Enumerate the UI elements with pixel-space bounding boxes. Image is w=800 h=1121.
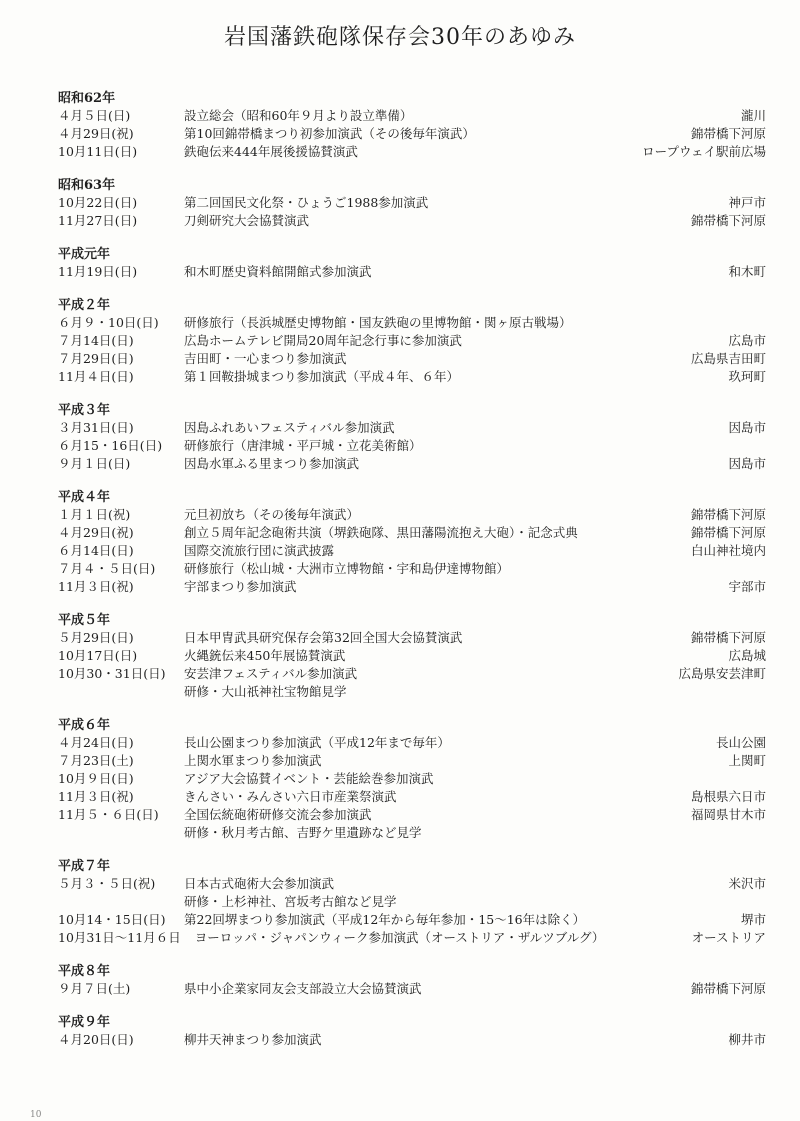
event-location xyxy=(760,770,766,788)
year-section xyxy=(58,90,766,161)
event-location: 福岡県甘木市 xyxy=(690,807,766,822)
event-row xyxy=(58,929,766,947)
event-date: ６月14日(日) xyxy=(58,543,134,558)
event-row xyxy=(58,419,766,437)
event-date: 10月30・31日(日) xyxy=(58,666,166,681)
event-row xyxy=(58,455,766,473)
event-row xyxy=(58,212,766,230)
event-row xyxy=(58,683,766,701)
event-location: 錦帯橋下河原 xyxy=(690,981,766,996)
event-location: 錦帯橋下河原 xyxy=(690,525,766,540)
event-row xyxy=(58,542,766,560)
era-heading: 平成８年 xyxy=(58,964,111,979)
event-description: 研修旅行（長浜城歴史博物館・国友鉄砲の里博物館・関ヶ原古戦場） xyxy=(184,315,572,330)
event-description: 吉田町・一心まつり参加演武 xyxy=(184,351,347,366)
event-location: 玖珂町 xyxy=(728,369,766,384)
event-row xyxy=(58,770,766,788)
event-date: 10月22日(日) xyxy=(58,195,138,210)
event-row xyxy=(58,314,766,332)
event-description: 日本甲冑武具研究保存会第32回全国大会協賛演武 xyxy=(184,630,463,645)
event-row xyxy=(58,107,766,125)
era-heading: 平成５年 xyxy=(58,613,111,628)
event-date xyxy=(58,683,184,701)
event-date: 10月11日(日) xyxy=(58,144,138,159)
year-section xyxy=(58,858,766,947)
event-description: 因島ふれあいフェスティバル参加演武 xyxy=(184,420,395,435)
event-date: ５月29日(日) xyxy=(58,630,134,645)
year-section xyxy=(58,489,766,596)
year-section xyxy=(58,297,766,386)
event-date: 11月27日(日) xyxy=(58,213,138,228)
event-location xyxy=(760,683,766,701)
event-location: 米沢市 xyxy=(728,876,766,891)
event-date: ５月３・５日(祝) xyxy=(58,876,156,891)
event-date: ７月４・５日(日) xyxy=(58,561,156,576)
event-description: 研修・上杉神社、宮坂考古館など見学 xyxy=(184,894,397,909)
year-section xyxy=(58,402,766,473)
event-location xyxy=(760,560,766,578)
event-row xyxy=(58,1031,766,1049)
era-heading: 昭和63年 xyxy=(58,178,116,193)
era-heading: 平成９年 xyxy=(58,1015,111,1030)
event-description: 長山公園まつり参加演武（平成12年まで毎年） xyxy=(184,735,450,750)
event-description: 和木町歴史資料館開館式参加演武 xyxy=(184,264,372,279)
era-heading: 平成６年 xyxy=(58,718,111,733)
event-description: 上関水軍まつり参加演武 xyxy=(184,753,322,768)
event-row xyxy=(58,125,766,143)
event-date xyxy=(58,824,184,842)
page-title: 岩国藩鉄砲隊保存会30年のあゆみ xyxy=(224,25,576,50)
event-description: 火縄銃伝来450年展協賛演武 xyxy=(184,648,346,663)
event-description: 設立総会（昭和60年９月より設立準備） xyxy=(184,108,413,123)
event-description: 研修旅行（松山城・大洲市立博物館・宇和島伊達博物館） xyxy=(184,561,510,576)
era-heading: 平成２年 xyxy=(58,298,111,313)
event-location: 瀧川 xyxy=(740,108,766,123)
event-row xyxy=(58,752,766,770)
event-date: ７月23日(土) xyxy=(58,753,134,768)
year-section xyxy=(58,612,766,701)
year-section xyxy=(58,246,766,281)
event-description: 柳井天神まつり参加演武 xyxy=(184,1032,322,1047)
event-row xyxy=(58,524,766,542)
event-date: ４月24日(日) xyxy=(58,735,134,750)
event-date: 10月31日～11月６日 xyxy=(58,930,181,945)
event-description: 研修・大山祇神社宝物館見学 xyxy=(184,684,347,699)
event-description: 第１回鞍掛城まつり参加演武（平成４年、６年） xyxy=(184,369,460,384)
event-description: 全国伝統砲術研修交流会参加演武 xyxy=(184,807,372,822)
event-description: 研修・秋月考古館、吉野ケ里遺跡など見学 xyxy=(184,825,422,840)
event-row xyxy=(58,143,766,161)
event-date: ６月15・16日(日) xyxy=(58,438,163,453)
era-heading: 平成４年 xyxy=(58,490,111,505)
event-location: 白山神社境内 xyxy=(690,543,766,558)
event-date: 11月３日(祝) xyxy=(58,789,134,804)
event-location: 堺市 xyxy=(740,912,766,927)
event-date: ７月29日(日) xyxy=(58,351,134,366)
event-description: 広島ホームテレビ開局20周年記念行事に参加演武 xyxy=(184,333,462,348)
event-date: ３月31日(日) xyxy=(58,420,134,435)
year-section xyxy=(58,1014,766,1049)
event-description: 第22回堺まつり参加演武（平成12年から毎年参加・15～16年は除く） xyxy=(184,912,586,927)
event-date: ４月20日(日) xyxy=(58,1032,134,1047)
event-date: 11月３日(祝) xyxy=(58,579,134,594)
event-row xyxy=(58,506,766,524)
event-date: ９月１日(日) xyxy=(58,456,131,471)
era-heading: 平成７年 xyxy=(58,859,111,874)
event-description: ヨーロッパ・ジャパンウィーク参加演武（オーストリア・ザルツブルグ） xyxy=(194,930,605,945)
event-date: 11月19日(日) xyxy=(58,264,138,279)
event-location: 錦帯橋下河原 xyxy=(690,126,766,141)
event-location: オーストリア xyxy=(691,930,766,945)
event-row xyxy=(58,824,766,842)
event-date: ６月９・10日(日) xyxy=(58,315,159,330)
event-description: 刀剣研究大会協賛演武 xyxy=(184,213,310,228)
event-location: 神戸市 xyxy=(728,195,766,210)
event-description: 創立５周年記念砲術共演（堺鉄砲隊、黒田藩陽流抱え大砲）・記念式典 xyxy=(184,525,578,540)
event-description: アジア大会協賛イベント・芸能絵巻参加演武 xyxy=(184,771,434,786)
event-date: ４月５日(日) xyxy=(58,108,131,123)
event-row xyxy=(58,806,766,824)
event-location xyxy=(760,437,766,455)
event-row xyxy=(58,647,766,665)
event-location: 因島市 xyxy=(728,456,766,471)
event-description: 国際交流旅行団に演武披露 xyxy=(184,543,335,558)
year-section xyxy=(58,963,766,998)
event-location: ロープウェイ駅前広場 xyxy=(642,144,766,159)
era-heading: 昭和62年 xyxy=(58,91,116,106)
chronology-list xyxy=(58,90,766,1065)
event-location: 広島市 xyxy=(728,333,766,348)
event-date: 11月４日(日) xyxy=(58,369,134,384)
event-location: 宇部市 xyxy=(728,579,766,594)
event-row xyxy=(58,437,766,455)
era-heading: 平成元年 xyxy=(58,247,111,262)
event-location xyxy=(760,314,766,332)
event-location: 和木町 xyxy=(728,264,766,279)
era-heading: 平成３年 xyxy=(58,403,111,418)
event-description: 第二回国民文化祭・ひょうご1988参加演武 xyxy=(184,195,429,210)
event-date: ７月14日(日) xyxy=(58,333,134,348)
event-row xyxy=(58,629,766,647)
event-location: 因島市 xyxy=(728,420,766,435)
event-row xyxy=(58,788,766,806)
event-description: 日本古式砲術大会参加演武 xyxy=(184,876,335,891)
event-location: 錦帯橋下河原 xyxy=(690,507,766,522)
event-date: １月１日(祝) xyxy=(58,507,131,522)
event-row xyxy=(58,350,766,368)
event-location xyxy=(760,824,766,842)
event-location: 錦帯橋下河原 xyxy=(690,630,766,645)
event-description: 因島水軍ふる里まつり参加演武 xyxy=(184,456,360,471)
event-location: 長山公園 xyxy=(715,735,766,750)
year-section xyxy=(58,177,766,230)
event-date: ４月29日(祝) xyxy=(58,126,134,141)
event-location: 広島県安芸津町 xyxy=(678,666,766,681)
event-description: きんさい・みんさい六日市産業祭演武 xyxy=(184,789,397,804)
event-description: 安芸津フェスティバル参加演武 xyxy=(184,666,358,681)
event-row xyxy=(58,980,766,998)
event-description: 第10回錦帯橋まつり初参加演武（その後毎年演武） xyxy=(184,126,475,141)
event-description: 宇部まつり参加演武 xyxy=(184,579,297,594)
event-date: ９月７日(土) xyxy=(58,981,131,996)
event-description: 研修旅行（唐津城・平戸城・立花美術館） xyxy=(184,438,422,453)
event-date: 10月17日(日) xyxy=(58,648,138,663)
event-location: 上関町 xyxy=(728,753,766,768)
event-row xyxy=(58,734,766,752)
event-description: 県中小企業家同友会支部設立大会協賛演武 xyxy=(184,981,422,996)
event-location xyxy=(760,893,766,911)
event-description: 元旦初放ち（その後毎年演武） xyxy=(184,507,360,522)
event-row xyxy=(58,194,766,212)
event-date xyxy=(58,893,184,911)
event-row xyxy=(58,665,766,683)
event-location: 錦帯橋下河原 xyxy=(690,213,766,228)
event-location: 広島県吉田町 xyxy=(690,351,766,366)
event-row xyxy=(58,893,766,911)
page-number: 10 xyxy=(30,1110,42,1120)
event-date: 10月９日(日) xyxy=(58,771,134,786)
event-date: 11月５・６日(日) xyxy=(58,807,159,822)
event-location: 島根県六日市 xyxy=(690,789,766,804)
event-description: 鉄砲伝来444年展後援協賛演武 xyxy=(184,144,358,159)
event-date: ４月29日(祝) xyxy=(58,525,134,540)
event-row xyxy=(58,875,766,893)
year-section xyxy=(58,717,766,842)
event-location: 広島城 xyxy=(728,648,766,663)
event-row xyxy=(58,578,766,596)
event-row xyxy=(58,368,766,386)
event-row xyxy=(58,911,766,929)
event-location: 柳井市 xyxy=(728,1032,766,1047)
event-row xyxy=(58,263,766,281)
event-row xyxy=(58,560,766,578)
event-row xyxy=(58,332,766,350)
event-date: 10月14・15日(日) xyxy=(58,912,166,927)
